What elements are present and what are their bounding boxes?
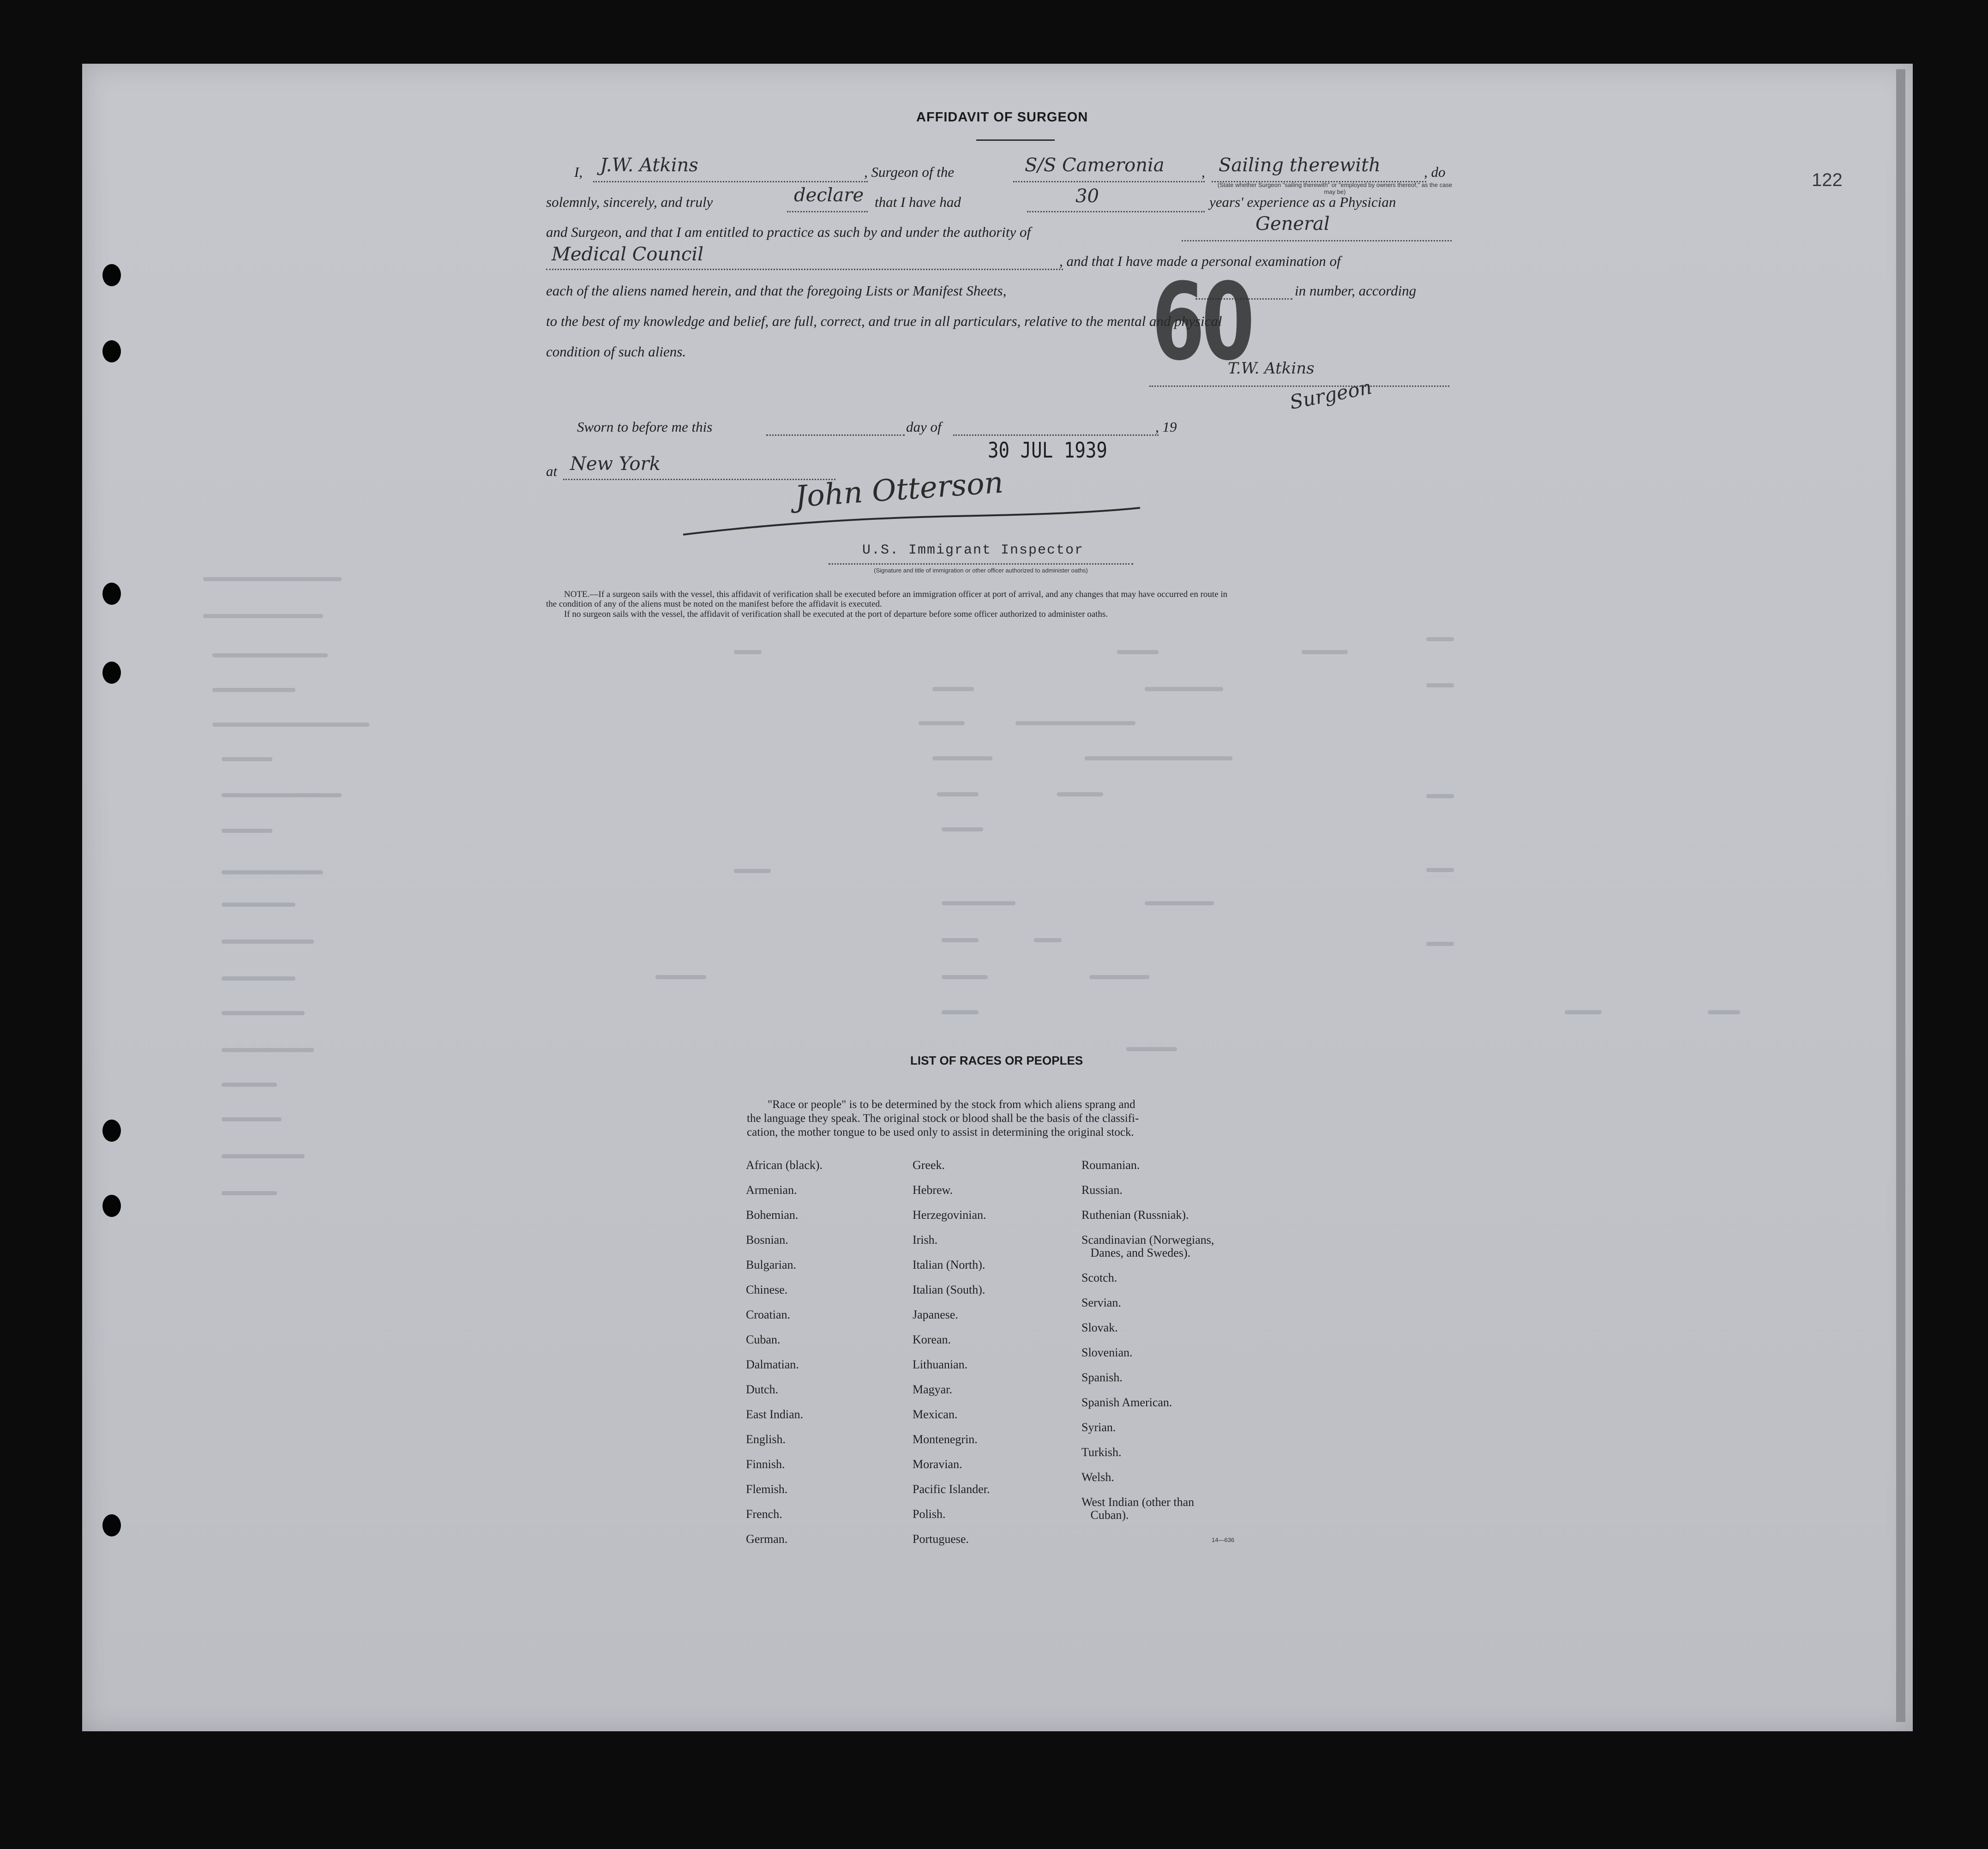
race-item: Armenian. bbox=[746, 1183, 797, 1197]
fill-line bbox=[1027, 211, 1205, 212]
races-para bbox=[747, 1098, 1245, 1139]
race-item: Hebrew. bbox=[913, 1183, 953, 1197]
punch-hole bbox=[102, 1514, 121, 1536]
race-item: Moravian. bbox=[913, 1458, 962, 1471]
line2-c: years' experience as a Physician bbox=[1209, 194, 1396, 210]
punch-hole bbox=[102, 1120, 121, 1142]
page-edge-shadow bbox=[1896, 69, 1905, 1722]
race-item: Finnish. bbox=[746, 1458, 785, 1471]
authority-handwritten-1: General bbox=[1255, 213, 1330, 235]
form-code: 14—636 bbox=[1212, 1536, 1235, 1543]
inspector-title: U.S. Immigrant Inspector bbox=[862, 542, 1084, 558]
race-item: Croatian. bbox=[746, 1308, 791, 1321]
line1-lead: I, bbox=[574, 164, 583, 180]
race-item: Italian (North). bbox=[913, 1258, 985, 1271]
race-item: English. bbox=[746, 1433, 786, 1446]
line6: to the best of my knowledge and belief, are full, correct, and true in all particulars, relative to the mental and physical bbox=[546, 313, 1222, 329]
sheet-count-stamp: 60 bbox=[1152, 261, 1252, 384]
race-item: Flemish. bbox=[746, 1482, 788, 1496]
note-1b: the condition of any of the aliens must be noted on the manifest before the affidavit is executed. bbox=[546, 599, 882, 609]
races-para-line-3: cation, the mother tongue to be used only to assist in determining the original stock. bbox=[747, 1126, 1134, 1138]
race-item: Dalmatian. bbox=[746, 1358, 799, 1371]
surgeon-title-handwritten: Surgeon bbox=[1288, 375, 1374, 414]
race-item: East Indian. bbox=[746, 1408, 804, 1421]
race-item: Slovak. bbox=[1081, 1321, 1118, 1334]
race-item: Spanish American. bbox=[1081, 1396, 1172, 1409]
inspector-line bbox=[829, 563, 1133, 565]
race-item: Dutch. bbox=[746, 1383, 779, 1396]
line1-comma: , bbox=[1201, 164, 1205, 180]
race-item: Syrian. bbox=[1081, 1421, 1116, 1434]
races-para-line-2: the language they speak. The original stock or blood shall be the basis of the classifi- bbox=[747, 1112, 1139, 1125]
at-label: at bbox=[546, 463, 558, 479]
line1-end: , do bbox=[1424, 164, 1446, 180]
title-underline bbox=[976, 139, 1055, 141]
authority-handwritten-2: Medical Council bbox=[552, 244, 703, 265]
fill-line bbox=[766, 434, 905, 436]
vessel-name-handwritten: S/S Cameronia bbox=[1025, 155, 1165, 176]
punch-hole bbox=[102, 583, 121, 605]
sworn-c: , 19 bbox=[1155, 419, 1177, 435]
race-item: Montenegrin. bbox=[913, 1433, 978, 1446]
line7: condition of such aliens. bbox=[546, 343, 686, 360]
race-item: German. bbox=[746, 1532, 788, 1546]
race-item: Bohemian. bbox=[746, 1208, 799, 1222]
line5-b: in number, according bbox=[1295, 283, 1417, 299]
race-item: Roumanian. bbox=[1081, 1158, 1140, 1172]
line5-a: each of the aliens named herein, and that the foregoing Lists or Manifest Sheets, bbox=[546, 283, 1007, 299]
race-item: Bulgarian. bbox=[746, 1258, 797, 1271]
punch-hole bbox=[102, 340, 121, 362]
surgeon-name-handwritten: J.W. Atkins bbox=[600, 155, 698, 176]
race-item: Lithuanian. bbox=[913, 1358, 968, 1371]
race-item: Scotch. bbox=[1081, 1271, 1117, 1284]
race-item: Servian. bbox=[1081, 1296, 1121, 1309]
sworn-a: Sworn to before me this bbox=[577, 419, 713, 435]
race-item: Pacific Islander. bbox=[913, 1482, 990, 1496]
fill-line bbox=[787, 211, 868, 212]
status-handwritten: Sailing therewith bbox=[1219, 155, 1381, 176]
inspector-signature: John Otterson bbox=[794, 465, 1004, 514]
race-item: Cuban. bbox=[746, 1333, 781, 1346]
fill-line bbox=[953, 434, 1159, 436]
race-item: Magyar. bbox=[913, 1383, 952, 1396]
races-title: LIST OF RACES OR PEOPLES bbox=[910, 1054, 1083, 1067]
race-item: Slovenian. bbox=[1081, 1346, 1133, 1359]
race-item: French. bbox=[746, 1507, 782, 1521]
race-item: Greek. bbox=[913, 1158, 945, 1172]
punch-hole bbox=[102, 1195, 121, 1217]
race-item: Welsh. bbox=[1081, 1470, 1114, 1484]
punch-hole bbox=[102, 264, 121, 286]
race-item: African (black). bbox=[746, 1158, 823, 1172]
fill-line bbox=[546, 269, 1063, 270]
race-item: Bosnian. bbox=[746, 1233, 788, 1247]
date-stamp: 30 JUL 1939 bbox=[988, 438, 1107, 463]
race-item: Russian. bbox=[1081, 1183, 1123, 1197]
fill-line bbox=[1182, 240, 1452, 241]
surgeon-signature: T.W. Atkins bbox=[1228, 359, 1315, 378]
inspector-note: (Signature and title of immigration or other officer authorized to administer oaths) bbox=[874, 567, 1088, 574]
race-item: West Indian (other than Cuban). bbox=[1081, 1495, 1195, 1522]
race-item: Portuguese. bbox=[913, 1532, 969, 1546]
race-item: Scandinavian (Norwegians, Danes, and Swedes). bbox=[1081, 1233, 1214, 1259]
line1-surgeon-of: , Surgeon of the bbox=[864, 164, 955, 180]
fill-line bbox=[593, 181, 868, 182]
race-item: Japanese. bbox=[913, 1308, 958, 1321]
place-handwritten: New York bbox=[570, 453, 661, 475]
race-item: Polish. bbox=[913, 1507, 946, 1521]
race-item: Italian (South). bbox=[913, 1283, 985, 1296]
status-note: (State whether Surgeon "sailing therewith" or "employed by owners thereof," as the case may be) bbox=[1217, 181, 1453, 195]
race-item: Herzegovinian. bbox=[913, 1208, 986, 1222]
race-item: Ruthenian (Russniak). bbox=[1081, 1208, 1189, 1222]
page-number: 122 bbox=[1812, 170, 1843, 190]
sworn-b: day of bbox=[906, 419, 942, 435]
line4-b: , and that I have made a personal examination of bbox=[1059, 253, 1341, 269]
race-item: Korean. bbox=[913, 1333, 951, 1346]
punch-hole bbox=[102, 662, 121, 684]
line2-a: solemnly, sincerely, and truly bbox=[546, 194, 713, 210]
race-item: Turkish. bbox=[1081, 1445, 1122, 1459]
race-item: Chinese. bbox=[746, 1283, 788, 1296]
races-para-line-1: "Race or people" is to be determined by the stock from which aliens sprang and bbox=[768, 1098, 1135, 1111]
race-item: Irish. bbox=[913, 1233, 938, 1247]
line3-a: and Surgeon, and that I am entitled to practice as such by and under the authority of bbox=[546, 224, 1031, 240]
years-handwritten: 30 bbox=[1075, 186, 1099, 207]
race-item: Spanish. bbox=[1081, 1371, 1123, 1384]
note-2: If no surgeon sails with the vessel, the affidavit of verification shall be executed at the port of departure before some officer authorized to administer oaths. bbox=[564, 609, 1108, 619]
fill-line bbox=[1013, 181, 1205, 182]
race-item: Mexican. bbox=[913, 1408, 958, 1421]
affidavit-title: AFFIDAVIT OF SURGEON bbox=[916, 110, 1088, 125]
note-1a: NOTE.—If a surgeon sails with the vessel, this affidavit of verification shall be executed before an immigration officer at port of arrival, and any changes that may have occurred en route in bbox=[564, 590, 1228, 599]
declare-handwritten: declare bbox=[794, 185, 864, 206]
signature-line bbox=[1149, 385, 1449, 387]
line2-b: that I have had bbox=[875, 194, 961, 210]
